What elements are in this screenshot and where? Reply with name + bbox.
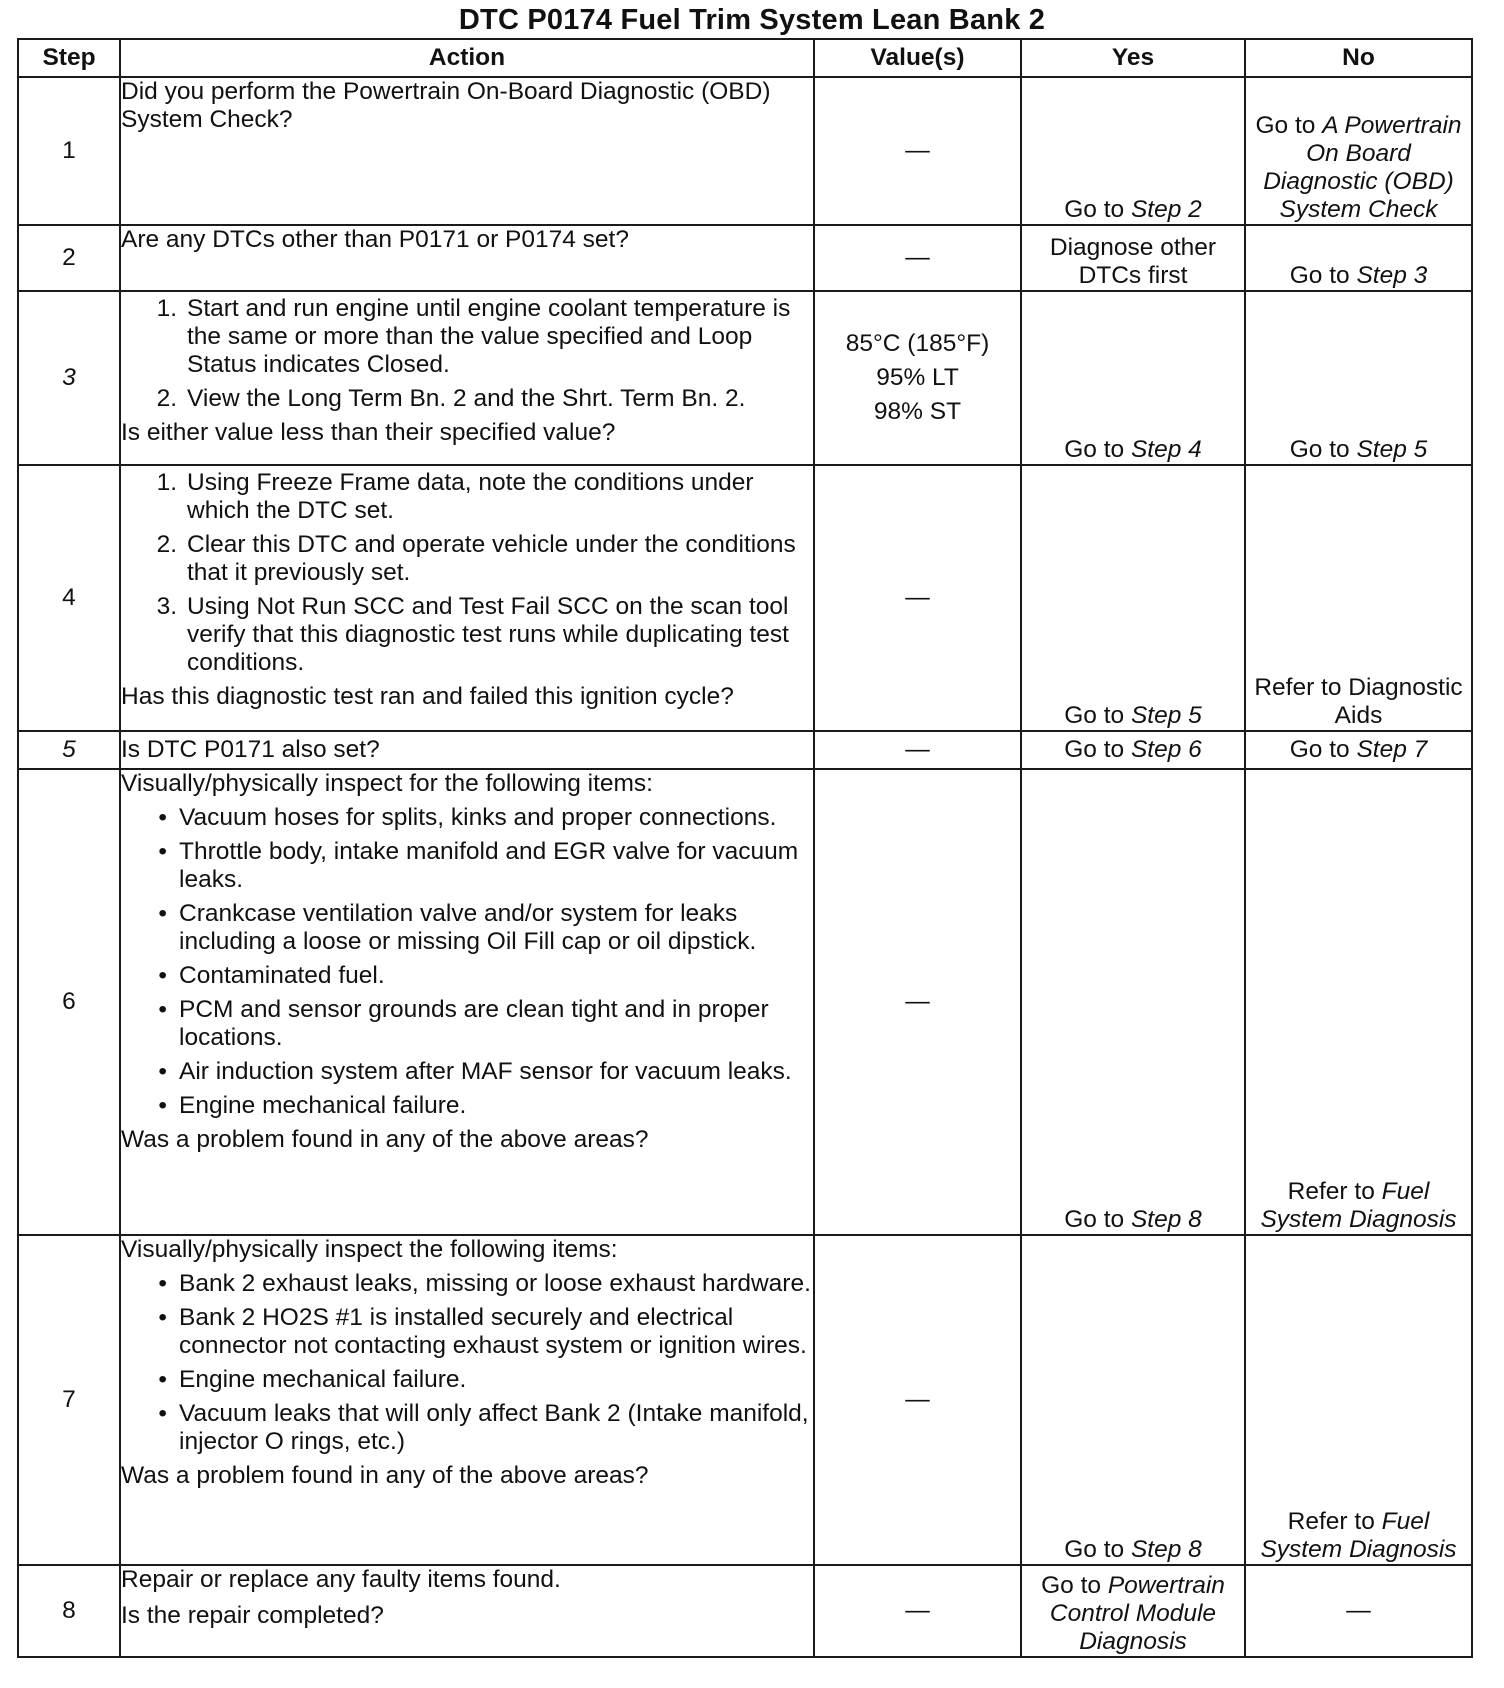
step-number: 2 <box>18 225 120 291</box>
numbered-step: 2. Clear this DTC and operate vehicle under the conditions that it previously set. <box>121 531 813 587</box>
action-cell <box>120 465 814 731</box>
no-link: Step 5 <box>1356 436 1428 463</box>
no-text: Go to <box>1289 262 1357 289</box>
yes-text: Go to <box>1064 196 1131 223</box>
value-long-term: 95% LT <box>876 364 959 391</box>
no-text: Refer to Diagnostic Aids <box>1254 674 1463 729</box>
action-text: Repair or replace any faulty items found. <box>121 1566 561 1593</box>
value-short-term: 98% ST <box>873 398 962 425</box>
table-row <box>18 769 1472 1235</box>
no-text: Go to <box>1289 436 1357 463</box>
item-text: Bank 2 HO2S #1 is installed securely and electrical connector not contacting exhaust system or ignition wires. <box>179 1304 807 1359</box>
item-text: Engine mechanical failure. <box>179 1092 467 1119</box>
header-no: No <box>1245 39 1472 77</box>
yes-link: Step 6 <box>1130 736 1202 763</box>
numbered-steps <box>121 469 813 677</box>
action-cell <box>120 731 814 769</box>
yes-text: Go to <box>1064 736 1131 763</box>
action-cell <box>120 225 814 291</box>
header-values: Value(s) <box>814 39 1021 77</box>
item-text: PCM and sensor grounds are clean tight and in proper locations. <box>179 996 769 1051</box>
step-number: 8 <box>18 1565 120 1657</box>
action-cell <box>120 291 814 465</box>
value-cell: — <box>814 731 1021 769</box>
no-link: Step 3 <box>1356 262 1428 289</box>
step-number: 7 <box>18 1235 120 1565</box>
value-cell <box>814 291 1021 465</box>
action-cell <box>120 1565 814 1657</box>
value-cell: — <box>814 769 1021 1235</box>
yes-text: Go to <box>1064 1206 1131 1233</box>
action-question: Has this diagnostic test ran and failed this ignition cycle? <box>121 683 734 710</box>
inspection-item: • Vacuum leaks that will only affect Bank 2 (Intake manifold, injector O rings, etc.) <box>121 1400 813 1456</box>
no-text: Refer to <box>1287 1508 1382 1535</box>
action-intro: Visually/physically inspect for the following items: <box>121 770 653 797</box>
step-number: 3 <box>18 291 120 465</box>
yes-cell <box>1021 291 1245 465</box>
action-question: Was a problem found in any of the above areas? <box>121 1462 649 1489</box>
no-cell <box>1245 731 1472 769</box>
yes-cell <box>1021 77 1245 225</box>
page-title: DTC P0174 Fuel Trim System Lean Bank 2 <box>458 4 1046 36</box>
step-text: Start and run engine until engine coolant temperature is the same or more than the value specified and Loop Status indicates Closed. <box>187 295 791 378</box>
inspection-item: • PCM and sensor grounds are clean tight and in proper locations. <box>121 996 813 1052</box>
action-question: Is either value less than their specified value? <box>121 419 616 446</box>
yes-link: Powertrain Control Module Diagnosis <box>1049 1572 1225 1655</box>
no-cell <box>1245 1235 1472 1565</box>
step-text: Clear this DTC and operate vehicle under the conditions that it previously set. <box>187 531 796 586</box>
header-step: Step <box>18 39 120 77</box>
yes-link: Step 2 <box>1130 196 1202 223</box>
inspection-item: • Engine mechanical failure. <box>158 1366 467 1393</box>
action-cell <box>120 769 814 1235</box>
item-text: Throttle body, intake manifold and EGR valve for vacuum leaks. <box>179 838 799 893</box>
action-intro: Visually/physically inspect the following items: <box>121 1236 618 1263</box>
yes-link: Step 8 <box>1130 1536 1202 1563</box>
table-row <box>18 731 1472 769</box>
no-cell <box>1245 1565 1472 1657</box>
numbered-step: 1. Using Freeze Frame data, note the conditions under which the DTC set. <box>121 469 813 525</box>
yes-cell <box>1021 1565 1245 1657</box>
yes-link: Step 4 <box>1130 436 1202 463</box>
table-row <box>18 465 1472 731</box>
action-text: Did you perform the Powertrain On-Board Diagnostic (OBD) System Check? <box>121 78 771 133</box>
step-text: View the Long Term Bn. 2 and the Shrt. Term Bn. 2. <box>187 385 746 412</box>
inspection-item: • Crankcase ventilation valve and/or system for leaks including a loose or missing Oil Fill cap or oil dipstick. <box>121 900 813 956</box>
no-cell <box>1245 465 1472 731</box>
no-link: Fuel System Diagnosis <box>1260 1178 1457 1233</box>
no-link: A Powertrain On Board Diagnostic (OBD) System Check <box>1263 112 1462 223</box>
action-question: Is the repair completed? <box>121 1602 384 1629</box>
step-number: 1 <box>18 77 120 225</box>
inspection-item: • Bank 2 exhaust leaks, missing or loose exhaust hardware. <box>158 1270 811 1297</box>
action-cell <box>120 1235 814 1565</box>
inspection-item: • Vacuum hoses for splits, kinks and proper connections. <box>158 804 777 831</box>
inspection-list <box>121 1270 813 1456</box>
inspection-item: • Bank 2 HO2S #1 is installed securely and electrical connector not contacting exhaust system or ignition wires. <box>121 1304 813 1360</box>
header-yes: Yes <box>1021 39 1245 77</box>
table-row <box>18 1235 1472 1565</box>
item-text: Vacuum hoses for splits, kinks and proper connections. <box>179 804 777 831</box>
yes-text: Go to <box>1041 1572 1108 1599</box>
action-question: Was a problem found in any of the above areas? <box>121 1126 649 1153</box>
value-cell: — <box>814 77 1021 225</box>
no-text: Refer to <box>1287 1178 1382 1205</box>
inspection-list <box>121 804 813 1120</box>
inspection-item: • Air induction system after MAF sensor for vacuum leaks. <box>158 1058 792 1085</box>
table-row <box>18 291 1472 465</box>
yes-cell <box>1021 731 1245 769</box>
yes-cell <box>1021 465 1245 731</box>
yes-link: Step 8 <box>1130 1206 1202 1233</box>
step-text: Using Not Run SCC and Test Fail SCC on the scan tool verify that this diagnostic test runs while duplicating test conditions. <box>187 593 789 676</box>
yes-cell <box>1021 1235 1245 1565</box>
no-cell <box>1245 291 1472 465</box>
yes-cell <box>1021 769 1245 1235</box>
inspection-item: • Throttle body, intake manifold and EGR valve for vacuum leaks. <box>121 838 813 894</box>
yes-text: Go to <box>1064 702 1131 729</box>
header-action: Action <box>120 39 814 77</box>
yes-text: Go to <box>1064 1536 1131 1563</box>
item-text: Vacuum leaks that will only affect Bank 2 (Intake manifold, injector O rings, etc.) <box>179 1400 809 1455</box>
no-cell <box>1245 769 1472 1235</box>
no-text: — <box>1346 1597 1371 1624</box>
item-text: Engine mechanical failure. <box>179 1366 467 1393</box>
action-cell <box>120 77 814 225</box>
numbered-step: 2. View the Long Term Bn. 2 and the Shrt. Term Bn. 2. <box>156 385 746 412</box>
yes-text: Diagnose other DTCs first <box>1049 234 1217 289</box>
numbered-step: 1. Start and run engine until engine coolant temperature is the same or more than the value specified and Loop Status indicates Closed. <box>121 295 813 379</box>
yes-link: Step 5 <box>1130 702 1202 729</box>
no-cell <box>1245 77 1472 225</box>
inspection-item: • Contaminated fuel. <box>158 962 385 989</box>
value-cell: — <box>814 1235 1021 1565</box>
diagnostic-table <box>17 38 1473 1658</box>
inspection-item: • Engine mechanical failure. <box>158 1092 467 1119</box>
value-cell: — <box>814 465 1021 731</box>
yes-text: Go to <box>1064 436 1131 463</box>
item-text: Air induction system after MAF sensor for vacuum leaks. <box>179 1058 792 1085</box>
step-number: 5 <box>18 731 120 769</box>
no-link: Step 7 <box>1356 736 1428 763</box>
numbered-steps <box>121 295 813 413</box>
step-text: Using Freeze Frame data, note the conditions under which the DTC set. <box>187 469 754 524</box>
header-row <box>18 39 1472 77</box>
item-text: Crankcase ventilation valve and/or system for leaks including a loose or missing Oil Fill cap or oil dipstick. <box>179 900 757 955</box>
value-temperature: 85°C (185°F) <box>845 330 990 357</box>
item-text: Contaminated fuel. <box>179 962 385 989</box>
step-number: 4 <box>18 465 120 731</box>
no-text: Go to <box>1255 112 1323 139</box>
value-cell: — <box>814 225 1021 291</box>
item-text: Bank 2 exhaust leaks, missing or loose exhaust hardware. <box>179 1270 811 1297</box>
table-row <box>18 77 1472 225</box>
yes-cell <box>1021 225 1245 291</box>
action-text: Are any DTCs other than P0171 or P0174 set? <box>121 226 629 253</box>
numbered-step: 3. Using Not Run SCC and Test Fail SCC on the scan tool verify that this diagnostic test runs while duplicating test conditions. <box>121 593 813 677</box>
action-text: Is DTC P0171 also set? <box>121 736 380 763</box>
table-row <box>18 225 1472 291</box>
step-number: 6 <box>18 769 120 1235</box>
no-text: Go to <box>1289 736 1357 763</box>
no-cell <box>1245 225 1472 291</box>
value-cell: — <box>814 1565 1021 1657</box>
table-row <box>18 1565 1472 1657</box>
no-link: Fuel System Diagnosis <box>1260 1508 1457 1563</box>
